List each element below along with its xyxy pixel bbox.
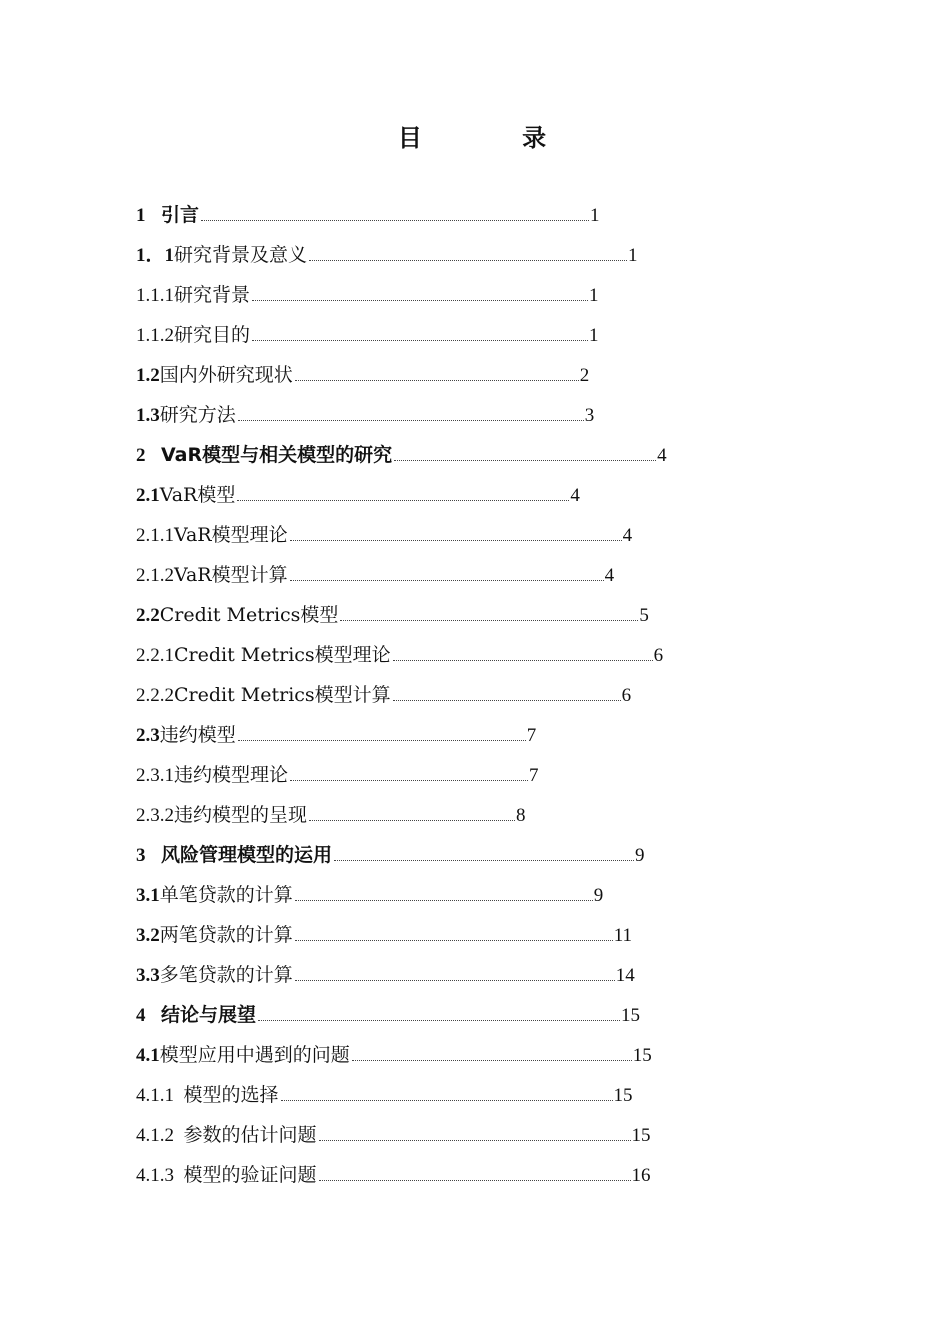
toc-entry-page: 2: [579, 365, 590, 386]
toc-entry-number: 4.1.3: [136, 1165, 184, 1186]
toc-entry[interactable]: [136, 1038, 836, 1078]
toc-entry[interactable]: [136, 718, 836, 758]
toc-entry-label: Credit Metrics模型理论: [174, 644, 391, 666]
toc-entry[interactable]: [136, 518, 836, 558]
toc-entry-number: 4.1.1: [136, 1085, 184, 1106]
toc-entry-label: 违约模型理论: [174, 764, 289, 786]
toc-entry-number: 1.1.2: [136, 325, 174, 346]
toc-entry-label: 参数的估计问题: [183, 1124, 317, 1146]
toc-entry-number: 2.3.1: [136, 765, 174, 786]
toc-entry-number: 1.3: [136, 405, 160, 426]
toc-entry-number: 1.1.1: [136, 285, 174, 306]
toc-leader-dots: [394, 459, 656, 461]
toc-leader-dots: [290, 779, 528, 781]
toc-entry-label: 研究背景: [174, 284, 251, 306]
toc-entry-label: VaR模型计算: [174, 564, 288, 586]
toc-entry-page: 15: [613, 1085, 633, 1106]
toc-leader-dots: [281, 1099, 613, 1101]
toc-entry-label: Credit Metrics模型计算: [174, 684, 391, 706]
toc-entry-label: 两笔贷款的计算: [159, 924, 293, 946]
toc-entry[interactable]: [136, 358, 836, 398]
toc-entry-page: 4: [570, 485, 580, 506]
toc-leader-dots: [290, 539, 622, 541]
toc-entry-label: 单笔贷款的计算: [159, 884, 293, 906]
toc-entry[interactable]: [136, 918, 836, 958]
toc-entry[interactable]: [136, 1158, 836, 1198]
toc-entry-label: VaR模型理论: [174, 524, 288, 546]
toc-entry-page: 4: [622, 525, 633, 546]
toc-entry-number: 2.2: [136, 605, 160, 626]
toc-entry-page: 9: [593, 885, 604, 906]
toc-entry-number: 2.3.2: [136, 805, 174, 826]
toc-leader-dots: [393, 659, 653, 661]
toc-entry[interactable]: [136, 398, 836, 438]
toc-entry-page: 16: [631, 1165, 651, 1186]
toc-entry[interactable]: [136, 998, 836, 1038]
toc-leader-dots: [238, 419, 584, 421]
toc-entry[interactable]: [136, 558, 836, 598]
toc-entry-number: 2.1: [136, 485, 160, 506]
toc-entry[interactable]: [136, 838, 836, 878]
toc-entry-number: 2.1.2: [136, 565, 174, 586]
toc-entry-page: 1: [590, 205, 600, 226]
toc-entry[interactable]: [136, 198, 836, 238]
toc-leader-dots: [340, 619, 638, 621]
toc-leader-dots: [334, 859, 634, 861]
toc-entry-page: 6: [653, 645, 664, 666]
toc-leader-dots: [258, 1019, 620, 1021]
page-title: 目 录: [397, 124, 593, 152]
toc-entry-number: 3.3: [136, 965, 160, 986]
toc-leader-dots: [252, 339, 588, 341]
toc-entry[interactable]: [136, 1118, 836, 1158]
toc-entry-label: 模型应用中遇到的问题: [159, 1044, 350, 1066]
toc-entry-label: VaR模型: [159, 484, 236, 506]
toc-leader-dots: [319, 1179, 631, 1181]
toc-entry-number: 1．1: [136, 245, 175, 266]
toc-leader-dots: [290, 579, 604, 581]
toc-entry[interactable]: [136, 438, 836, 478]
toc-entry-page: 4: [604, 565, 615, 586]
toc-entry-number: 2.2.1: [136, 645, 174, 666]
toc-entry-label: 模型的验证问题: [183, 1164, 317, 1186]
toc-entry-label: 研究背景及意义: [174, 244, 308, 266]
toc-entry-number: 3.1: [136, 885, 160, 906]
toc-entry-page: 11: [613, 925, 633, 946]
toc-entry-page: 15: [621, 1005, 641, 1026]
toc-leader-dots: [393, 699, 621, 701]
toc-leader-dots: [309, 819, 515, 821]
toc-leader-dots: [295, 899, 593, 901]
toc-entry-number: 1.2: [136, 365, 160, 386]
toc-leader-dots: [295, 939, 613, 941]
toc-entry-label: 国内外研究现状: [159, 364, 293, 386]
toc-entry-label: 研究目的: [174, 324, 251, 346]
toc-leader-dots: [295, 979, 615, 981]
toc-entry-number: 1: [136, 205, 155, 226]
toc-entry-page: 1: [589, 325, 599, 346]
toc-entry-label: 模型的选择: [183, 1084, 279, 1106]
toc-entry-label: 研究方法: [159, 404, 236, 426]
toc-leader-dots: [319, 1139, 631, 1141]
toc-entry-label: VaR模型与相关模型的研究: [161, 444, 393, 466]
toc-entry-page: 15: [632, 1045, 652, 1066]
toc-entry[interactable]: [136, 798, 836, 838]
toc-entry[interactable]: [136, 678, 836, 718]
toc-entry-page: 8: [516, 805, 526, 826]
toc-entry-page: 15: [631, 1125, 651, 1146]
toc-entry-page: 7: [526, 725, 537, 746]
toc-entry-number: 3: [136, 845, 155, 866]
toc-entry-number: 2.3: [136, 725, 160, 746]
table-of-contents: [136, 198, 836, 1198]
toc-entry-number: 2.1.1: [136, 525, 174, 546]
toc-entry-number: 4.1.2: [136, 1125, 184, 1146]
toc-entry[interactable]: [136, 278, 836, 318]
toc-entry-label: 风险管理模型的运用: [161, 844, 333, 866]
toc-entry[interactable]: [136, 598, 836, 638]
toc-entry[interactable]: [136, 478, 836, 518]
toc-entry-page: 5: [639, 605, 649, 626]
toc-entry-page: 1: [628, 245, 638, 266]
toc-entry-page: 6: [621, 685, 632, 706]
toc-leader-dots: [238, 739, 526, 741]
toc-entry-number: 3.2: [136, 925, 160, 946]
toc-entry-page: 4: [657, 445, 667, 466]
toc-leader-dots: [201, 219, 589, 221]
toc-entry-label: 多笔贷款的计算: [159, 964, 293, 986]
toc-entry-label: 引言: [161, 204, 200, 226]
toc-entry-label: 违约模型的呈现: [174, 804, 308, 826]
toc-entry[interactable]: [136, 638, 836, 678]
toc-leader-dots: [352, 1059, 632, 1061]
toc-leader-dots: [309, 259, 627, 261]
toc-entry-number: 4: [136, 1005, 155, 1026]
toc-leader-dots: [295, 379, 579, 381]
toc-entry-page: 3: [584, 405, 595, 426]
toc-entry-page: 7: [529, 765, 539, 786]
toc-entry[interactable]: [136, 878, 836, 918]
toc-entry[interactable]: [136, 238, 836, 278]
toc-entry-number: 2: [136, 445, 155, 466]
toc-entry[interactable]: [136, 1078, 836, 1118]
toc-entry-number: 4.1: [136, 1045, 160, 1066]
toc-entry-label: 违约模型: [159, 724, 236, 746]
toc-entry[interactable]: [136, 958, 836, 998]
toc-entry-number: 2.2.2: [136, 685, 174, 706]
toc-entry-label: Credit Metrics模型: [159, 604, 339, 626]
toc-leader-dots: [237, 499, 569, 501]
toc-entry[interactable]: [136, 758, 836, 798]
toc-leader-dots: [252, 299, 588, 301]
toc-entry-page: 14: [615, 965, 635, 986]
toc-entry-page: 1: [589, 285, 599, 306]
toc-entry-label: 结论与展望: [161, 1004, 257, 1026]
toc-entry-page: 9: [635, 845, 645, 866]
toc-entry[interactable]: [136, 318, 836, 358]
